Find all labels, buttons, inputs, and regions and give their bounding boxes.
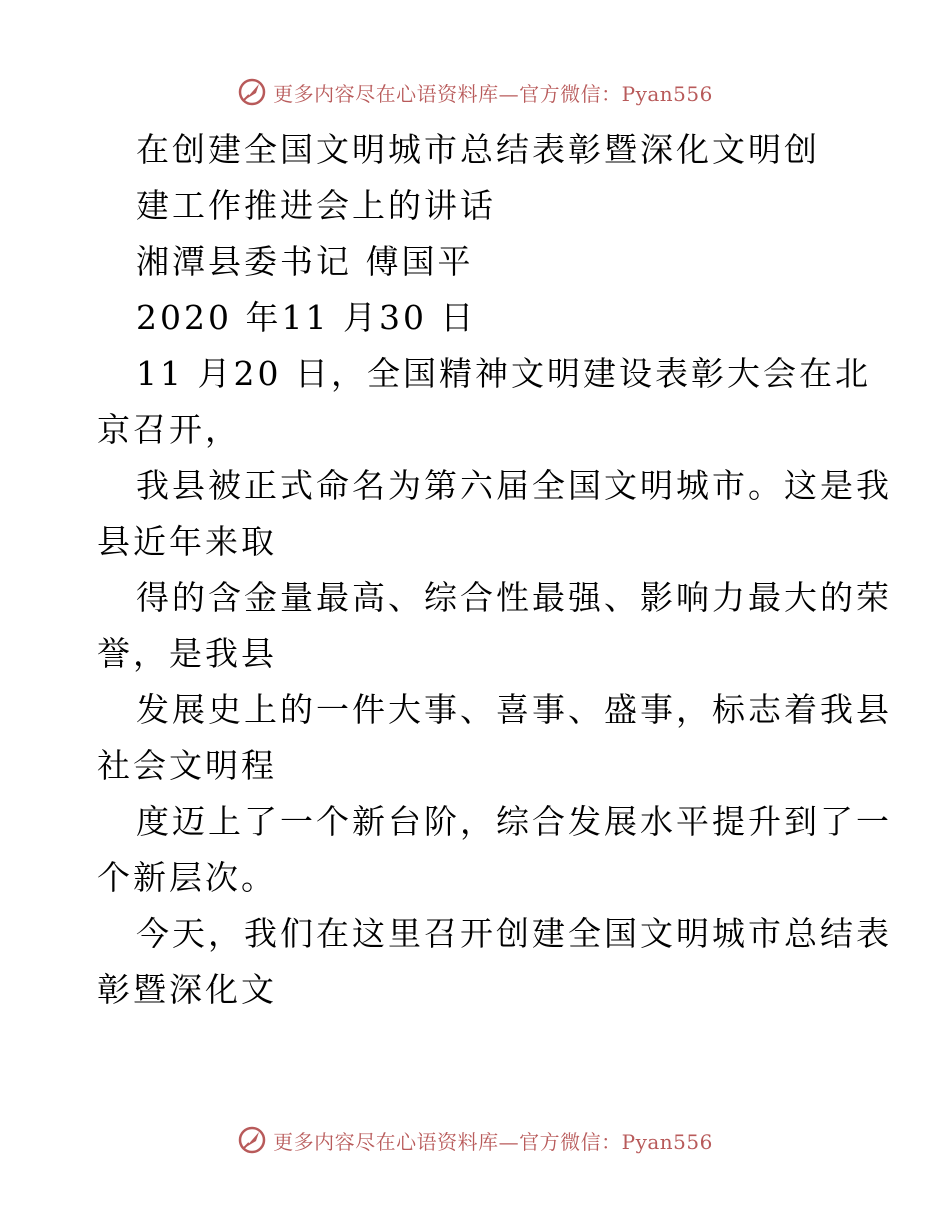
paragraph-line: 个新层次。	[97, 858, 277, 897]
paragraph-line: 得的含金量最高、综合性最强、影响力最大的荣	[136, 578, 892, 617]
paragraph-line: 县近年来取	[97, 522, 277, 561]
paragraph-line: 今天，我们在这里召开创建全国文明城市总结表	[136, 914, 892, 953]
title-line: 在创建全国文明城市总结表彰暨深化文明创	[136, 130, 820, 169]
author-line: 湘潭县委书记 傅国平	[136, 242, 474, 281]
quill-circle-logo-icon	[237, 77, 267, 107]
paragraph-line: 誉，是我县	[97, 634, 277, 673]
paragraph-line: 度迈上了一个新台阶，综合发展水平提升到了一	[136, 802, 892, 841]
date-line: 2020 年11 月30 日	[136, 298, 477, 337]
quill-circle-logo-icon	[237, 1125, 267, 1155]
paragraph-line: 发展史上的一件大事、喜事、盛事，标志着我县	[136, 690, 892, 729]
paragraph-line: 彰暨深化文	[97, 970, 277, 1009]
header-watermark	[0, 72, 950, 112]
watermark-text: 更多内容尽在心语资料库—官方微信：Pyan556	[273, 1129, 713, 1154]
paragraph-line: 社会文明程	[97, 746, 277, 785]
document-body	[97, 122, 892, 1018]
watermark-text: 更多内容尽在心语资料库—官方微信：Pyan556	[273, 81, 713, 106]
title-line: 建工作推进会上的讲话	[136, 186, 496, 225]
paragraph-line: 我县被正式命名为第六届全国文明城市。这是我	[136, 466, 892, 505]
paragraph-line: 11 月20 日，全国精神文明建设表彰大会在北	[136, 354, 871, 393]
paragraph-line: 京召开，	[97, 410, 241, 449]
footer-watermark	[0, 1120, 950, 1160]
